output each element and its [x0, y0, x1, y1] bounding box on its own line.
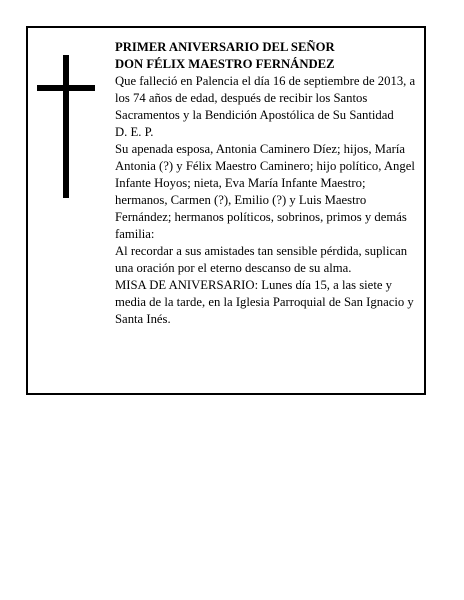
- death-info: Que falleció en Palencia el día 16 de septiembre de 2013, a los 74 años de edad, después de recibir los Santos Sacramentos y la Bendición Apostólica de Su Santidad: [115, 74, 416, 122]
- obituary-notice: [26, 26, 426, 395]
- cross-icon: [37, 55, 95, 198]
- cross-vertical-bar: [63, 55, 69, 198]
- title-line-2: DON FÉLIX MAESTRO FERNÁNDEZ: [115, 57, 335, 71]
- family-list: Su apenada esposa, Antonia Caminero Díez; hijos, María Antonia (?) y Félix Maestro Caminero; hijo político, Angel Infante Hoyos; nieta, Eva María Infante Maestro; hermanos, Carmen (?), Emilio (?) y Luis Maestro Fernández; hermanos políticos, sobrinos, primos y demás familia:: [115, 142, 415, 241]
- cross-horizontal-bar: [37, 85, 95, 91]
- mass-info: MISA DE ANIVERSARIO: Lunes día 15, a las siete y media de la tarde, en la Iglesia Parroquial de San Ignacio y Santa Inés.: [115, 278, 414, 326]
- title-line-1: PRIMER ANIVERSARIO DEL SEÑOR: [115, 40, 335, 54]
- prayer-request: Al recordar a sus amistades tan sensible pérdida, suplican una oración por el eterno descanso de su alma.: [115, 244, 408, 275]
- notice-text: [115, 39, 421, 328]
- rip-text: D. E. P.: [115, 125, 154, 139]
